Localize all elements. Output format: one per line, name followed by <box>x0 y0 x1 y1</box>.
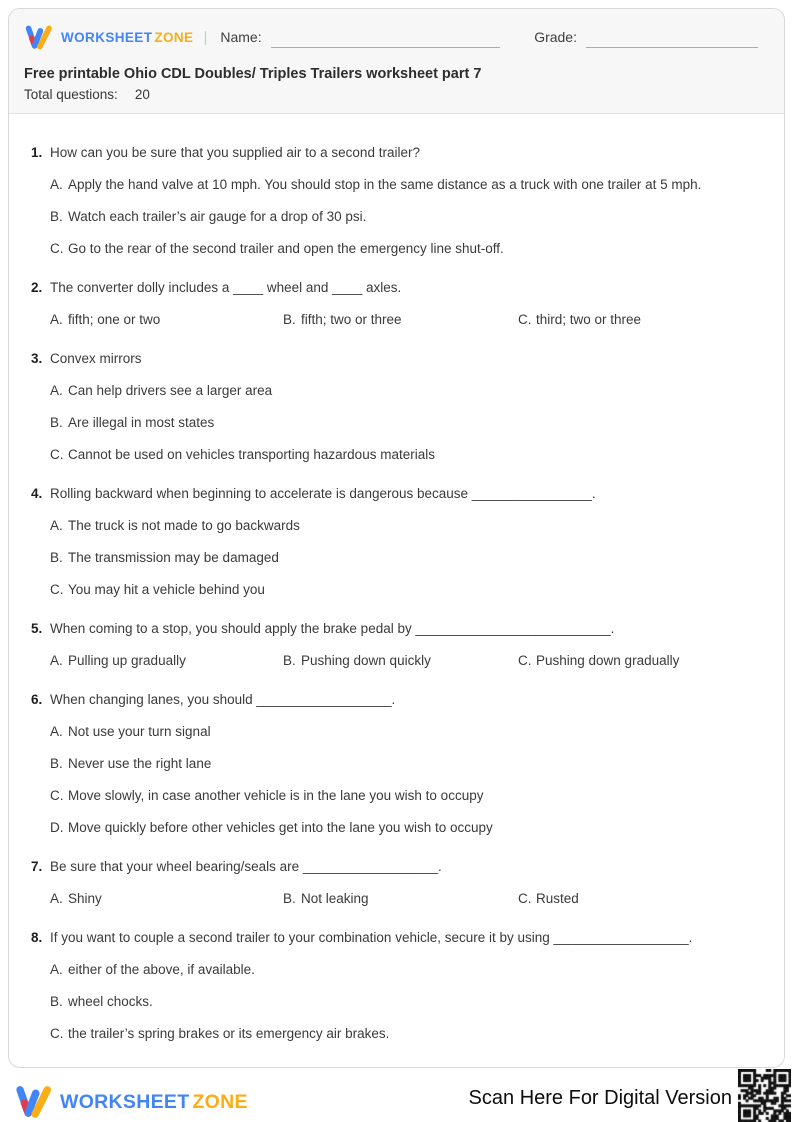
option-text: Never use the right lane <box>68 756 212 771</box>
option-item <box>283 309 518 330</box>
brand-zone: ZONE <box>192 1090 248 1113</box>
option-label: A. <box>50 962 63 977</box>
option-label: A. <box>50 653 63 668</box>
question-options <box>50 721 770 838</box>
question-head <box>31 277 770 298</box>
option-item <box>283 650 518 671</box>
question-number: 3. <box>31 351 43 366</box>
question-text: When coming to a stop, you should apply the brake pedal by __________________________. <box>50 621 615 636</box>
option-item <box>50 753 770 774</box>
question-text: When changing lanes, you should __________________. <box>50 692 396 707</box>
option-text: third; two or three <box>536 312 642 327</box>
option-label: B. <box>50 209 63 224</box>
option-text: You may hit a vehicle behind you <box>68 582 265 597</box>
question-options <box>50 298 770 330</box>
question-options <box>50 515 770 600</box>
scan-here-text: Scan Here For Digital Version <box>468 1087 732 1109</box>
header-divider: | <box>203 28 208 46</box>
worksheetzone-logo-icon <box>14 1084 54 1120</box>
option-item <box>50 412 770 433</box>
option-item <box>50 721 770 742</box>
option-text: Cannot be used on vehicles transporting hazardous materials <box>68 447 435 462</box>
question-item <box>31 142 770 259</box>
option-item <box>518 309 770 330</box>
total-questions-value: 20 <box>134 87 150 102</box>
question-item <box>31 927 770 1044</box>
question-head <box>31 856 770 877</box>
option-item <box>50 817 770 838</box>
question-head <box>31 348 770 369</box>
option-label: B. <box>283 891 296 906</box>
option-label: B. <box>283 653 296 668</box>
option-text: Are illegal in most states <box>68 415 215 430</box>
question-text: Convex mirrors <box>50 351 142 366</box>
option-text: either of the above, if available. <box>68 962 255 977</box>
option-item <box>50 650 283 671</box>
question-head <box>31 618 770 639</box>
qr-code <box>738 1069 791 1122</box>
option-item <box>50 579 770 600</box>
option-item <box>50 238 770 259</box>
option-text: Not leaking <box>301 891 369 906</box>
question-number: 7. <box>31 859 43 874</box>
option-text: Not use your turn signal <box>68 724 211 739</box>
option-label: C. <box>50 582 64 597</box>
option-label: B. <box>50 994 63 1009</box>
option-item <box>518 888 770 909</box>
question-number: 2. <box>31 280 43 295</box>
question-text: If you want to couple a second trailer to your combination vehicle, secure it by using __________________. <box>50 930 693 945</box>
option-item <box>50 785 770 806</box>
option-label: A. <box>50 177 63 192</box>
question-item <box>31 618 770 671</box>
option-item <box>50 206 770 227</box>
option-text: Can help drivers see a larger area <box>68 383 273 398</box>
question-head <box>31 142 770 163</box>
option-text: Go to the rear of the second trailer and open the emergency line shut-off. <box>68 241 504 256</box>
option-label: A. <box>50 891 63 906</box>
question-text: The converter dolly includes a ____ wheel and ____ axles. <box>50 280 402 295</box>
option-item <box>50 515 770 536</box>
option-text: Watch each trailer’s air gauge for a drop of 30 psi. <box>68 209 367 224</box>
footer-brand <box>14 1084 248 1120</box>
header-row <box>24 22 758 52</box>
option-item <box>50 309 283 330</box>
question-number: 8. <box>31 930 43 945</box>
option-label: D. <box>50 820 64 835</box>
question-item <box>31 856 770 909</box>
worksheet-sheet <box>8 8 785 1068</box>
option-text: Apply the hand valve at 10 mph. You should stop in the same distance as a truck with one trailer at 5 mph. <box>68 177 702 192</box>
option-item <box>50 991 770 1012</box>
total-questions <box>24 87 758 102</box>
option-text: Move quickly before other vehicles get into the lane you wish to occupy <box>68 820 493 835</box>
brand-wordmark <box>60 1091 248 1114</box>
option-text: Pushing down quickly <box>301 653 431 668</box>
option-label: C. <box>50 788 64 803</box>
footer-scan-area <box>469 1069 791 1122</box>
option-label: C. <box>518 312 532 327</box>
option-text: Pushing down gradually <box>536 653 680 668</box>
worksheet-title: Free printable Ohio CDL Doubles/ Triples Trailers worksheet part 7 <box>24 66 482 82</box>
option-label: A. <box>50 518 63 533</box>
grade-write-line <box>586 33 758 48</box>
option-text: Rusted <box>536 891 579 906</box>
name-label: Name: <box>220 29 262 45</box>
option-item <box>50 1023 770 1044</box>
option-label: B. <box>283 312 296 327</box>
option-text: the trailer’s spring brakes or its emergency air brakes. <box>68 1026 390 1041</box>
brand-worksheet: WORKSHEET <box>60 1090 190 1113</box>
name-write-line <box>271 33 501 48</box>
question-text: Be sure that your wheel bearing/seals are __________________. <box>50 859 442 874</box>
question-number: 1. <box>31 145 43 160</box>
option-item <box>518 650 770 671</box>
option-item <box>50 174 770 195</box>
option-label: C. <box>50 1026 64 1041</box>
question-options <box>50 380 770 465</box>
brand-wordmark <box>61 30 193 45</box>
option-text: fifth; two or three <box>301 312 402 327</box>
option-label: C. <box>518 653 532 668</box>
option-text: Pulling up gradually <box>68 653 186 668</box>
question-options <box>50 174 770 259</box>
option-label: B. <box>50 415 63 430</box>
option-text: wheel chocks. <box>68 994 153 1009</box>
option-text: The truck is not made to go backwards <box>68 518 300 533</box>
option-item <box>283 888 518 909</box>
brand-worksheet: WORKSHEET <box>61 29 153 45</box>
total-questions-label: Total questions: <box>24 87 118 102</box>
option-label: B. <box>50 756 63 771</box>
brand-zone: ZONE <box>154 29 194 45</box>
option-label: C. <box>50 447 64 462</box>
question-item <box>31 348 770 465</box>
question-number: 6. <box>31 692 43 707</box>
option-item <box>50 888 283 909</box>
option-label: A. <box>50 724 63 739</box>
option-label: A. <box>50 312 63 327</box>
option-item <box>50 547 770 568</box>
option-text: The transmission may be damaged <box>68 550 279 565</box>
option-label: A. <box>50 383 63 398</box>
option-label: C. <box>50 241 64 256</box>
option-text: fifth; one or two <box>68 312 161 327</box>
question-number: 4. <box>31 486 43 501</box>
option-item <box>50 380 770 401</box>
option-item <box>50 444 770 465</box>
question-text: How can you be sure that you supplied air to a second trailer? <box>50 145 420 160</box>
question-item <box>31 277 770 330</box>
question-head <box>31 689 770 710</box>
question-item <box>31 483 770 600</box>
question-number: 5. <box>31 621 43 636</box>
option-item <box>50 959 770 980</box>
question-head <box>31 927 770 948</box>
worksheetzone-logo-icon <box>24 24 54 51</box>
question-options <box>50 877 770 909</box>
option-label: B. <box>50 550 63 565</box>
questions-list <box>9 114 784 1068</box>
grade-label: Grade: <box>534 29 577 45</box>
page-footer <box>14 1070 791 1122</box>
question-options <box>50 959 770 1044</box>
option-text: Move slowly, in case another vehicle is in the lane you wish to occupy <box>68 788 484 803</box>
question-options <box>50 639 770 671</box>
question-head <box>31 483 770 504</box>
question-item <box>31 689 770 838</box>
sheet-header <box>9 9 784 114</box>
option-label: C. <box>518 891 532 906</box>
option-text: Shiny <box>68 891 102 906</box>
question-text: Rolling backward when beginning to accelerate is dangerous because ________________. <box>50 486 596 501</box>
